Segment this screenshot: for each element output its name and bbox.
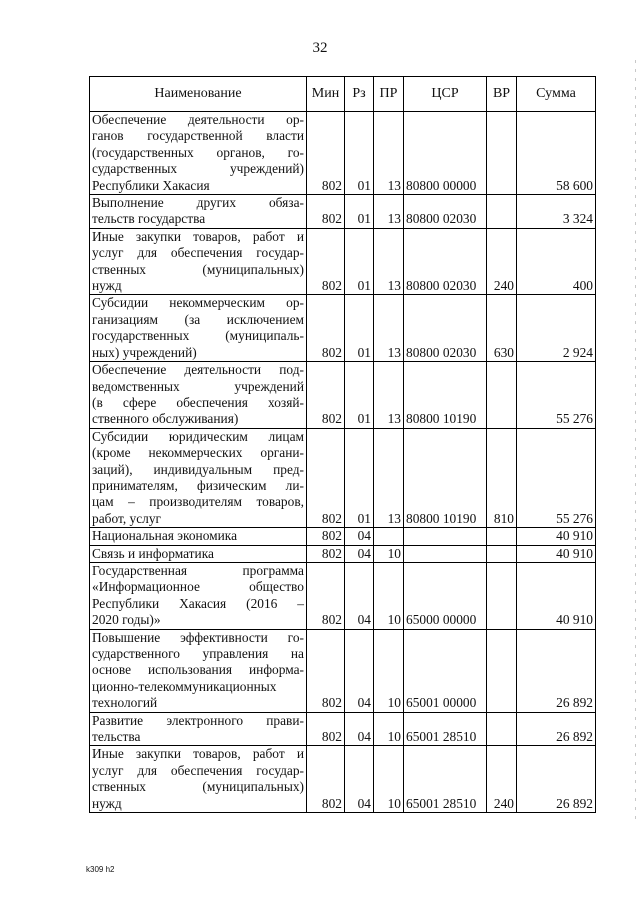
row-name-line: услуг для обеспечения государ-	[92, 245, 304, 261]
row-name-line: Повышение эффективности го-	[92, 629, 304, 645]
row-sum: 40 910	[517, 545, 596, 562]
table-row	[90, 746, 596, 813]
table-row	[90, 362, 596, 429]
table-header-row	[90, 77, 596, 112]
row-min: 802	[307, 562, 345, 629]
row-name-line: Связь и информатика	[92, 545, 214, 561]
row-name-line: 2020 годы)»	[92, 612, 161, 628]
row-sum: 40 910	[517, 528, 596, 545]
row-rz: 04	[345, 562, 374, 629]
row-sum: 26 892	[517, 629, 596, 712]
row-name-line: ганов государственной власти	[92, 128, 304, 144]
row-rz: 04	[345, 545, 374, 562]
row-name-line: государственных (муниципаль-	[92, 328, 304, 344]
table-row	[90, 545, 596, 562]
budget-table	[89, 76, 596, 813]
row-name	[90, 528, 307, 545]
row-name	[90, 428, 307, 527]
row-csr: 80800 10190	[404, 362, 487, 429]
row-csr: 65001 28510	[404, 746, 487, 813]
row-vr	[487, 712, 517, 746]
table-row	[90, 629, 596, 712]
row-min: 802	[307, 528, 345, 545]
header-name: Наименование	[90, 77, 307, 112]
row-csr	[404, 528, 487, 545]
row-vr: 810	[487, 428, 517, 527]
row-name-line: работ, услуг	[92, 510, 162, 526]
row-sum: 55 276	[517, 428, 596, 527]
row-pr: 10	[374, 746, 404, 813]
row-sum: 58 600	[517, 112, 596, 195]
table-row	[90, 428, 596, 527]
row-name-line: ственных (муниципальных)	[92, 261, 304, 277]
row-name-line: ганизациям (за исключением	[92, 311, 304, 327]
footer-code: k309 h2	[86, 865, 115, 874]
table-row	[90, 562, 596, 629]
row-sum: 400	[517, 228, 596, 295]
row-name	[90, 629, 307, 712]
row-pr: 10	[374, 712, 404, 746]
row-vr: 240	[487, 228, 517, 295]
row-vr	[487, 528, 517, 545]
row-name-line: Республики Хакасия	[92, 177, 210, 193]
table-row	[90, 295, 596, 362]
row-csr: 80800 02030	[404, 295, 487, 362]
row-vr: 630	[487, 295, 517, 362]
row-name-line: нужд	[92, 278, 122, 294]
row-name-line: (государственных органов, го-	[92, 144, 304, 160]
row-rz: 01	[345, 112, 374, 195]
table-row	[90, 112, 596, 195]
row-name	[90, 112, 307, 195]
row-name	[90, 362, 307, 429]
row-pr: 13	[374, 228, 404, 295]
row-rz: 01	[345, 228, 374, 295]
row-vr	[487, 562, 517, 629]
row-name-line: принимателям, физическим ли-	[92, 477, 304, 493]
row-name-line: тельства	[92, 729, 141, 745]
row-name-line: ственных (муниципальных)	[92, 779, 304, 795]
row-name-line: Национальная экономика	[92, 528, 238, 544]
row-name-line: основе использования информа-	[92, 662, 304, 678]
row-min: 802	[307, 746, 345, 813]
row-vr	[487, 112, 517, 195]
row-name-line: Выполнение других обяза-	[92, 195, 304, 211]
row-name-line: Развитие электронного прави-	[92, 712, 304, 728]
row-name-line: ственного обслуживания)	[92, 411, 239, 427]
row-name-line: «Информационное общество	[92, 579, 304, 595]
row-min: 802	[307, 428, 345, 527]
row-min: 802	[307, 545, 345, 562]
row-sum: 3 324	[517, 195, 596, 229]
row-pr: 13	[374, 295, 404, 362]
row-name	[90, 295, 307, 362]
row-sum: 2 924	[517, 295, 596, 362]
row-name	[90, 228, 307, 295]
row-name-line: Иные закупки товаров, работ и	[92, 228, 304, 244]
header-min: Мин	[307, 77, 345, 112]
row-name-line: ных) учреждений)	[92, 344, 197, 360]
row-min: 802	[307, 295, 345, 362]
row-csr: 80800 10190	[404, 428, 487, 527]
row-name-line: Субсидии некоммерческим ор-	[92, 295, 304, 311]
header-sum: Сумма	[517, 77, 596, 112]
table-row	[90, 195, 596, 229]
row-name-line: тельств государства	[92, 211, 206, 227]
row-sum: 26 892	[517, 746, 596, 813]
row-name-line: заций), индивидуальным пред-	[92, 461, 304, 477]
row-name	[90, 746, 307, 813]
row-name-line: Иные закупки товаров, работ и	[92, 746, 304, 762]
row-rz: 01	[345, 428, 374, 527]
row-csr: 80800 00000	[404, 112, 487, 195]
row-min: 802	[307, 712, 345, 746]
row-name-line: нужд	[92, 795, 122, 811]
row-min: 802	[307, 362, 345, 429]
header-rz: Рз	[345, 77, 374, 112]
row-csr	[404, 545, 487, 562]
row-pr: 13	[374, 112, 404, 195]
table-row	[90, 712, 596, 746]
row-name-line: Обеспечение деятельности под-	[92, 362, 304, 378]
row-name-line: Государственная программа	[92, 562, 304, 578]
header-vr: ВР	[487, 77, 517, 112]
row-vr	[487, 195, 517, 229]
row-name-line: Республики Хакасия (2016 –	[92, 595, 304, 611]
row-name-line: технологий	[92, 695, 158, 711]
row-rz: 01	[345, 195, 374, 229]
row-pr: 13	[374, 195, 404, 229]
row-rz: 01	[345, 362, 374, 429]
row-name-line: (кроме некоммерческих органи-	[92, 445, 304, 461]
row-rz: 04	[345, 629, 374, 712]
header-pr: ПР	[374, 77, 404, 112]
header-csr: ЦСР	[404, 77, 487, 112]
row-min: 802	[307, 629, 345, 712]
row-sum: 26 892	[517, 712, 596, 746]
row-rz: 04	[345, 528, 374, 545]
row-pr: 10	[374, 629, 404, 712]
row-pr: 13	[374, 428, 404, 527]
row-rz: 04	[345, 746, 374, 813]
row-min: 802	[307, 195, 345, 229]
row-vr	[487, 362, 517, 429]
row-pr: 10	[374, 545, 404, 562]
row-name	[90, 712, 307, 746]
table-row	[90, 528, 596, 545]
row-name	[90, 195, 307, 229]
row-rz: 01	[345, 295, 374, 362]
page-number: 32	[312, 40, 328, 56]
row-pr	[374, 528, 404, 545]
row-name-line: ведомственных учреждений	[92, 378, 304, 394]
row-csr: 65001 00000	[404, 629, 487, 712]
row-name	[90, 545, 307, 562]
row-csr: 80800 02030	[404, 228, 487, 295]
row-min: 802	[307, 228, 345, 295]
row-name-line: сударственного управления на	[92, 646, 304, 661]
row-sum: 55 276	[517, 362, 596, 429]
table-row	[90, 228, 596, 295]
row-name-line: ционно-телекоммуникационных	[92, 678, 277, 694]
row-name-line: сударственных учреждений)	[92, 161, 304, 177]
row-csr: 65000 00000	[404, 562, 487, 629]
row-min: 802	[307, 112, 345, 195]
table-body	[90, 112, 596, 813]
scan-edge-decoration	[635, 60, 636, 820]
row-name	[90, 562, 307, 629]
row-pr: 13	[374, 362, 404, 429]
row-name-line: Субсидии юридическим лицам	[92, 428, 304, 444]
row-vr	[487, 545, 517, 562]
row-vr	[487, 629, 517, 712]
row-csr: 65001 28510	[404, 712, 487, 746]
row-rz: 04	[345, 712, 374, 746]
row-vr: 240	[487, 746, 517, 813]
row-sum: 40 910	[517, 562, 596, 629]
row-name-line: цам – производителям товаров,	[92, 494, 304, 510]
row-pr: 10	[374, 562, 404, 629]
row-name-line: (в сфере обеспечения хозяй-	[92, 394, 304, 410]
row-name-line: Обеспечение деятельности ор-	[92, 112, 304, 127]
row-name-line: услуг для обеспечения государ-	[92, 762, 304, 778]
row-csr: 80800 02030	[404, 195, 487, 229]
